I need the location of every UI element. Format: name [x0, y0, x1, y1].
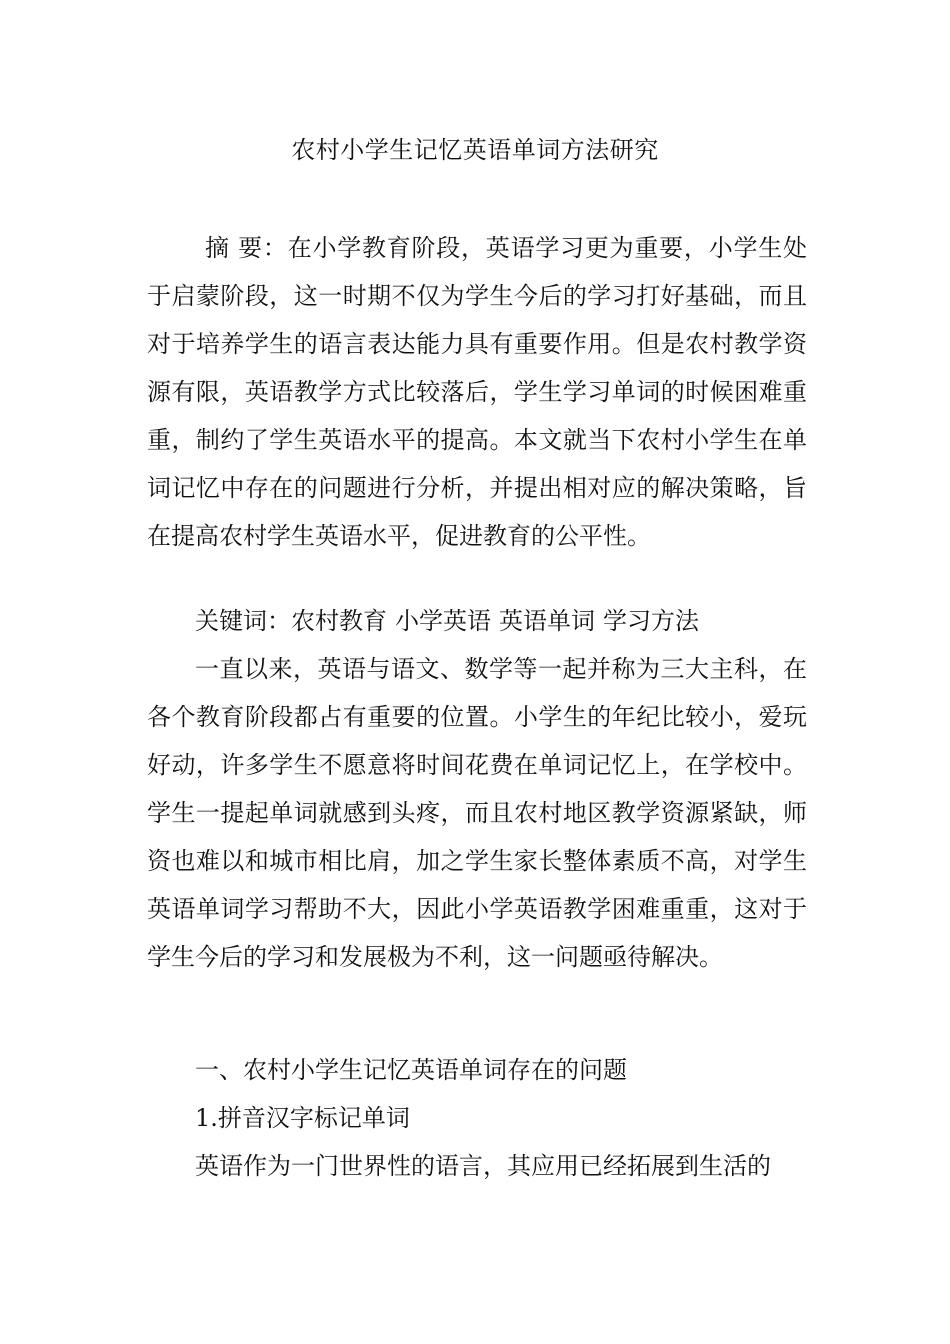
- keyword-item: 小学英语: [395, 607, 491, 635]
- subsection-heading: 1.拼音汉字标记单词: [195, 1104, 410, 1132]
- body-paragraph: 英语作为一门世界性的语言，其应用已经拓展到生活的: [195, 1152, 771, 1180]
- section-heading: 一、农村小学生记忆英语单词存在的问题: [195, 1056, 627, 1084]
- document-title: 农村小学生记忆英语单词方法研究: [291, 136, 659, 164]
- keyword-item: 学习方法: [603, 607, 699, 635]
- keyword-item: 英语单词: [499, 607, 595, 635]
- keyword-item: 农村教育: [291, 607, 387, 635]
- intro-paragraph: 一直以来，英语与语文、数学等一起并称为三大主科，在各个教育阶段都占有重要的位置。小学生的年纪比较小，爱玩好动，许多学生不愿意将时间花费在单词记忆上，在学校中。学生一提起单词就感到头疼，而且农村地区教学资源紧缺，师资也难以和城市相比肩，加之学生家长整体素质不高，对学生英语单词学习帮助不大，因此小学英语教学困难重重，这对于学生今后的学习和发展极为不利，这一问题亟待解决。: [147, 655, 807, 971]
- keywords-line: [147, 597, 807, 645]
- keywords-label: 关键词：: [195, 607, 291, 635]
- abstract-paragraph: 摘 要：在小学教育阶段，英语学习更为重要，小学生处于启蒙阶段，这一时期不仅为学生今后的学习打好基础，而且对于培养学生的语言表达能力具有重要作用。但是农村教学资源有限，英语教学方式比较落后，学生学习单词的时候困难重重，制约了学生英语水平的提高。本文就当下农村小学生在单词记忆中存在的问题进行分析，并提出相对应的解决策略，旨在提高农村学生英语水平，促进教育的公平性。: [147, 234, 807, 550]
